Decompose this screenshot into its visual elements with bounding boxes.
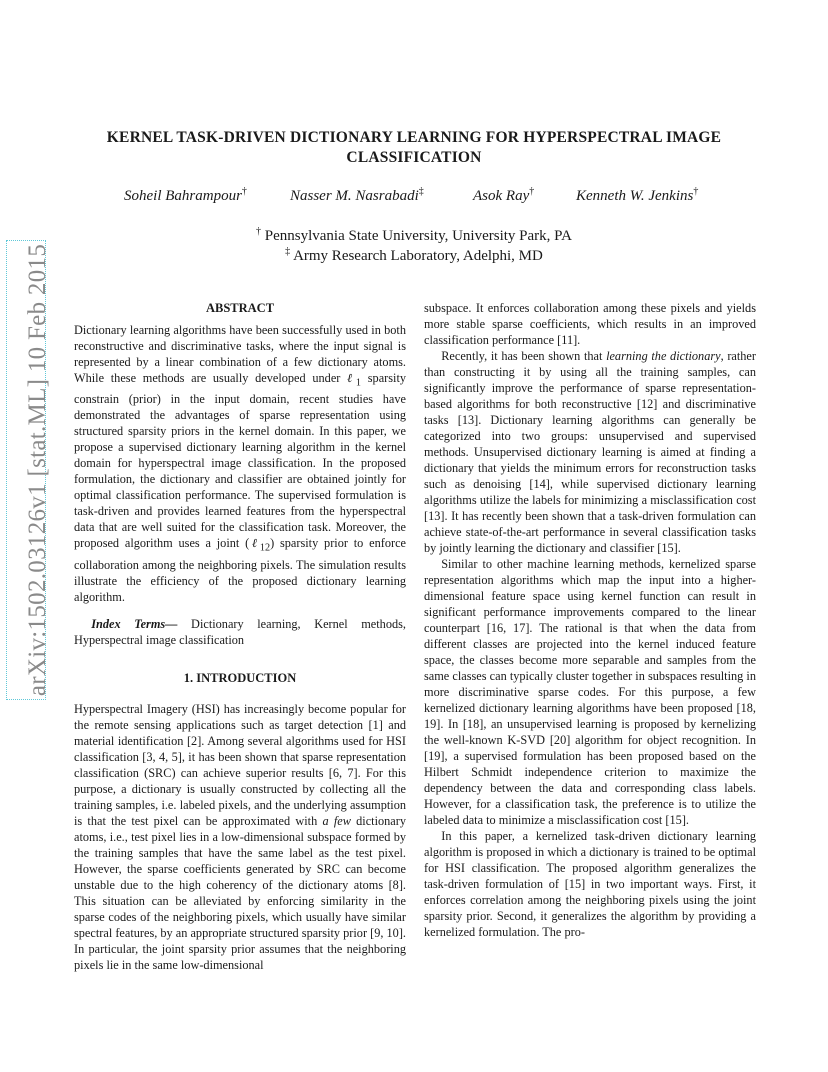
body-paragraph: Recently, it has been shown that learning the dictionary, rather than constructing it by using all the training samples, can significantly improve the performance of sparse representation-based algorithms for both reconstructive [12] and discriminative tasks [13]. Dictionary learning algorithms can generally be categorized into two groups: unsupervised and supervised methods. Unsupervised dictionary learning is aimed at finding a dictionary that yields the minimum errors for reconstruction tasks such as denoising [14], while supervised dictionary learning algorithms utilize the labels for minimizing a misclassification cost [13]. It has recently been shown that a task-driven formulation can achieve state-of-the-art performance in several classification tasks by jointly learning the dictionary and classifier [15]. bbox=[424, 349, 756, 555]
intro-paragraph-continued: subspace. It enforces collaboration among these pixels and yields more stable sparse coefficients, which results in an improved classification performance [11]. bbox=[424, 301, 756, 347]
body-paragraph: Similar to other machine learning methods, kernelized sparse representation algorithms which map the input into a higher-dimensional feature space using kernel function can result in significant performance improvements compared to the linear counterpart [16, 17]. The rational is that when the data from different classes are projected into the kernel induced feature space, the classes become more separable and samples from the same classes can typically cluster together in subspaces resulting in more discriminative sparse codes. For this purpose, a few kernelized dictionary learning algorithms have been proposed [18, 19]. In [18], an unsupervised learning is proposed by kernelizing the well-known K-SVD [20] algorithm for object recognition. In [19], a supervised formulation has been proposed based on the Hilbert Schmidt independence criterion to maximize the dependency between the data and corresponding class labels. However, for a classification task, the preference is to utilize the labeled data to minimize a misclassification cost [15]. bbox=[424, 557, 756, 827]
right-column bbox=[424, 300, 756, 940]
intro-paragraph: Hyperspectral Imagery (HSI) has increasingly become popular for the remote sensing applications such as target detection [1] and material identification [2]. Among several algorithms used for HSI classification [3, 4, 5], it has been shown that sparse representation classification (SRC) can achieve superior results [6, 7]. For this purpose, a dictionary is usually constructed by collecting all the training samples, i.e. labeled pixels, and the underlying assumption is that the test pixel can be approximated with a few dictionary atoms, i.e., test pixel lies in a low-dimensional subspace formed by the training samples that have the same label as the test pixel. However, the sparse coefficients generated by SRC can become unstable due to the high coherency of the dictionary atoms [8]. This situation can be alleviated by enforcing similarity in the sparse codes of the neighboring pixels, which usually have similar spectral features, by an appropriate structured sparsity prior [9, 10]. In particular, the joint sparsity prior assumes that the neighboring pixels lie in the same low-dimensional bbox=[74, 701, 406, 972]
author-list bbox=[0, 186, 828, 208]
author-name: Soheil Bahrampour† bbox=[124, 186, 247, 204]
paper-title: KERNEL TASK-DRIVEN DICTIONARY LEARNING FOR HYPERSPECTRAL IMAGE CLASSIFICATION bbox=[106, 129, 722, 166]
body-paragraph: In this paper, a kernelized task-driven dictionary learning algorithm is proposed in which a dictionary is trained to be optimal for HSI classification. The proposed algorithm generalizes the task-driven formulation of [15] in two important ways. First, it enforces correlation among the neighboring pixels using the joint sparsity prior. Second, it generalizes the algorithm by providing a kernelized formulation. The pro- bbox=[424, 829, 756, 939]
affiliation: ‡ Army Research Laboratory, Adelphi, MD bbox=[285, 246, 543, 264]
author-name: Nasser M. Nasrabadi‡ bbox=[290, 186, 424, 204]
left-column bbox=[74, 300, 406, 973]
abstract-text: Dictionary learning algorithms have been successfully used in both reconstructive and discriminative tasks, where the input signal is represented by a linear combination of a few dictionary atoms. While these methods are usually developed under ℓ$_1$ sparsity constrain (prior) in the input domain, recent studies have demonstrated the advantages of sparse representation using structured sparsity priors in the kernel domain. In this paper, we propose a supervised dictionary learning algorithm in the kernel domain for hyperspectral image classification. In the proposed formulation, the dictionary and classifier are obtained jointly for optimal classification performance. The supervised formulation is task-driven and provides learned features from the hyperspectral data that are well suited for the classification task. Moreover, the proposed algorithm uses a joint (ℓ$_{12}$) sparsity prior to enforce collaboration among the neighboring pixels. The simulation results illustrate the efficiency of the proposed dictionary learning algorithm. bbox=[74, 323, 407, 604]
author-name: Kenneth W. Jenkins† bbox=[576, 186, 699, 204]
introduction-heading: 1. INTRODUCTION bbox=[183, 670, 297, 685]
arxiv-identifier[interactable]: arXiv:1502.03126v1 [stat.ML] 10 Feb 2015 bbox=[24, 243, 51, 697]
affiliation: † Pennsylvania State University, University Park, PA bbox=[256, 226, 572, 244]
abstract-heading: ABSTRACT bbox=[205, 301, 275, 315]
index-terms: Index Terms— Dictionary learning, Kernel methods, Hyperspectral image classification bbox=[74, 616, 406, 647]
author-name: Asok Ray† bbox=[473, 186, 535, 204]
